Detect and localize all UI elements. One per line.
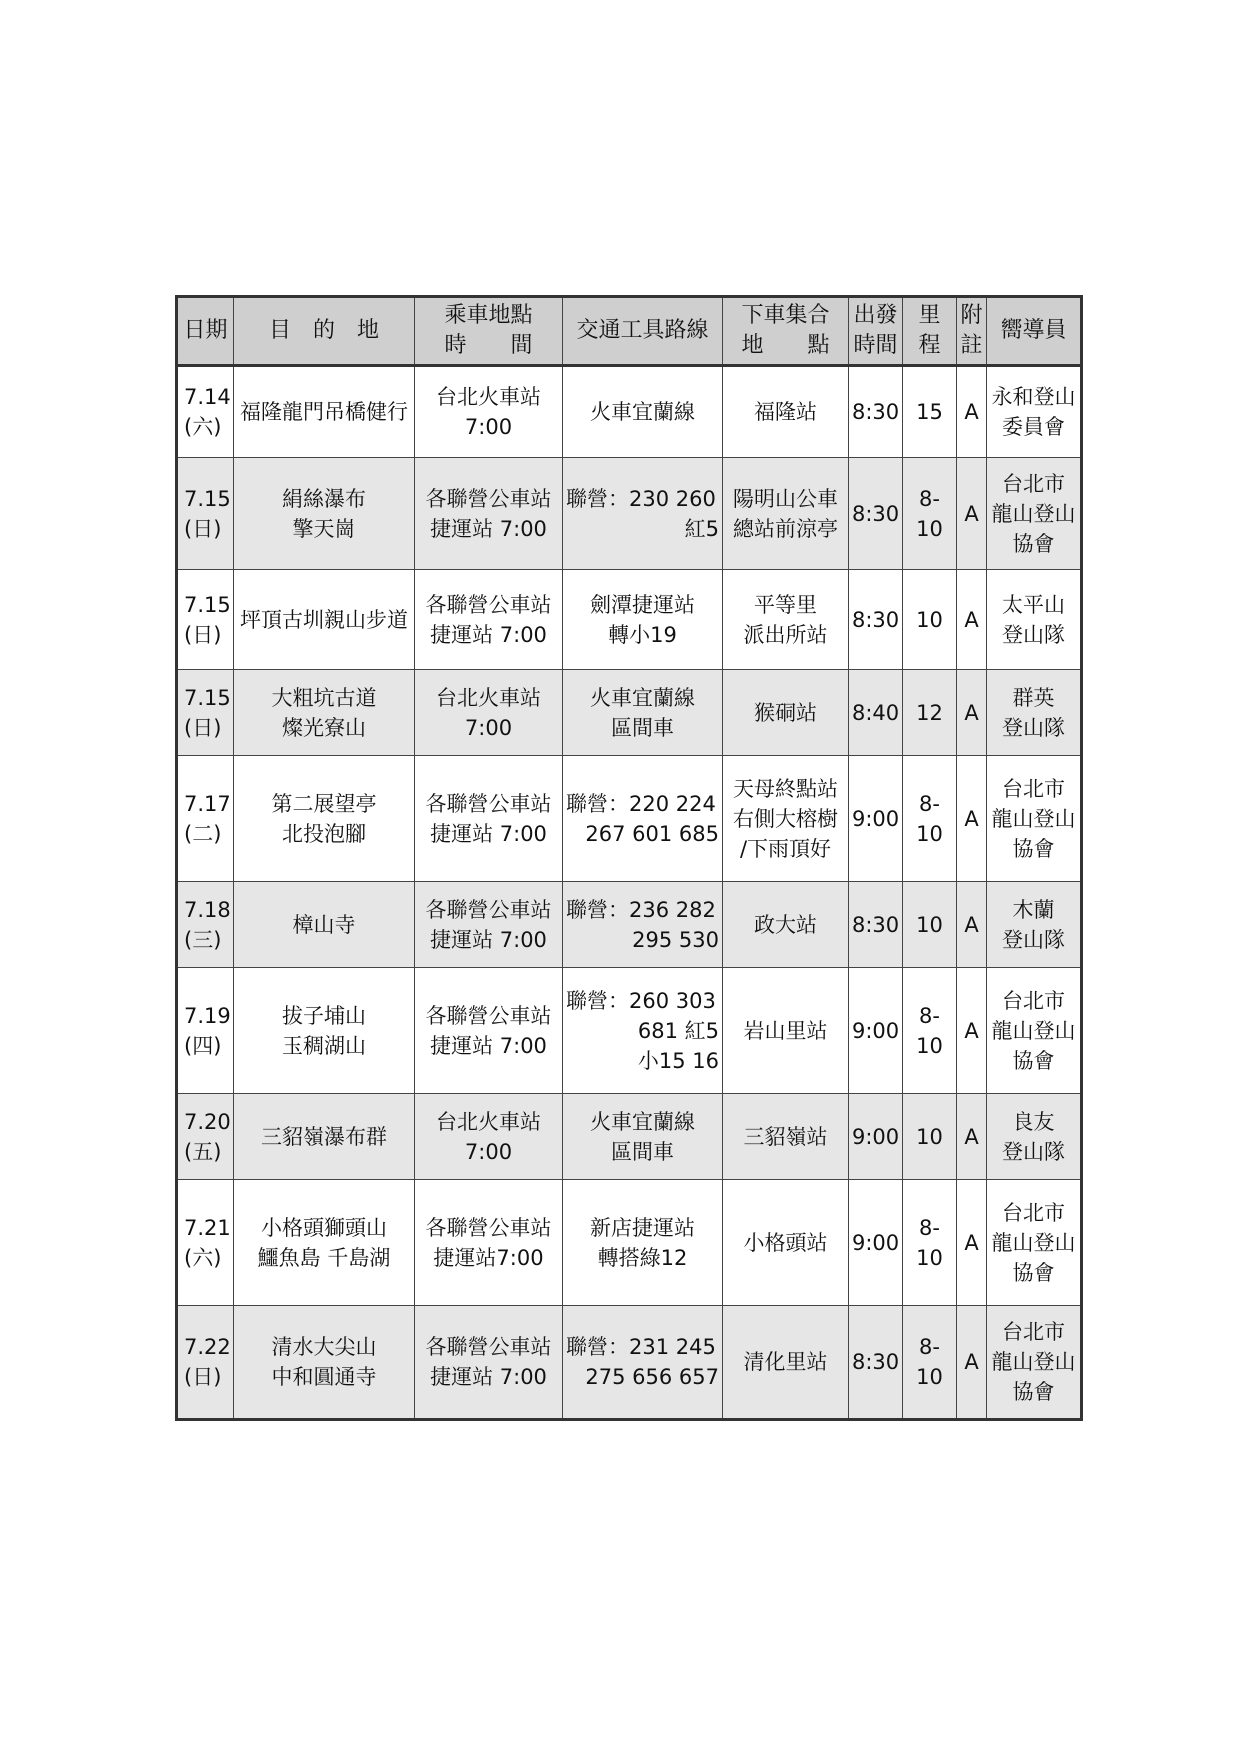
cell-text: 火車宜蘭線 (590, 1109, 695, 1134)
cell-dropoff-point (723, 458, 849, 570)
cell-text: (五) (184, 1139, 222, 1164)
cell-departure-time: 8:30 (849, 366, 903, 458)
cell-note: A (957, 968, 987, 1094)
cell-guide (987, 882, 1082, 968)
cell-guide (987, 1094, 1082, 1180)
cell-text: 區間車 (611, 1139, 674, 1164)
header-text: 下車集合 (741, 303, 830, 328)
cell-text: 台北火車站 (436, 1109, 541, 1134)
cell-text: 三貂嶺站 (743, 1124, 828, 1149)
cell-text: 派出所站 (743, 622, 828, 647)
header-dropoff-point (723, 297, 849, 366)
table-row (177, 1306, 1082, 1420)
cell-text: (六) (184, 415, 222, 439)
cell-text: 劍潭捷運站 (590, 592, 695, 617)
header-text: 里 (918, 303, 941, 328)
cell-transport-route (563, 570, 723, 670)
cell-text: 聯營：236 282 (566, 897, 716, 922)
cell-guide (987, 1306, 1082, 1420)
cell-destination (234, 458, 415, 570)
cell-text: 台北市 (1002, 776, 1065, 801)
cell-text: 聯營：220 224 (566, 791, 716, 816)
cell-text: 小格頭獅頭山 (261, 1215, 387, 1240)
header-text: 地 點 (741, 333, 830, 358)
cell-transport-route (563, 1180, 723, 1306)
cell-text: 坪頂古圳親山步道 (240, 607, 408, 632)
cell-text: 267 601 685 (585, 821, 719, 846)
cell-text: 轉搭綠12 (597, 1245, 688, 1270)
cell-text: 7.15 (184, 486, 231, 511)
header-text: 嚮導員 (1000, 318, 1067, 343)
cell-pickup-time (415, 366, 563, 458)
cell-distance: 8-10 (903, 1180, 957, 1306)
header-date (177, 297, 234, 366)
cell-text: 捷運站 7:00 (430, 821, 547, 846)
cell-date (177, 968, 234, 1094)
cell-text: 區間車 (611, 715, 674, 740)
table-row (177, 1180, 1082, 1306)
cell-note: A (957, 366, 987, 458)
cell-guide (987, 1180, 1082, 1306)
cell-text: 燦光寮山 (282, 715, 366, 740)
cell-text: 台北市 (1002, 1320, 1065, 1344)
cell-text: 鱷魚島 千島湖 (257, 1245, 391, 1270)
cell-transport-route (563, 882, 723, 968)
cell-text: 681 紅5 (637, 1018, 719, 1043)
cell-departure-time: 9:00 (849, 1180, 903, 1306)
cell-distance: 15 (903, 366, 957, 458)
cell-text: 中和圓通寺 (271, 1365, 377, 1389)
cell-text: 台北市 (1002, 1200, 1065, 1225)
header-text: 時間 (853, 333, 898, 358)
cell-text: 福隆龍門吊橋健行 (240, 400, 408, 424)
cell-distance: 8-10 (903, 1306, 957, 1420)
header-destination (234, 297, 415, 366)
cell-departure-time: 8:30 (849, 458, 903, 570)
cell-text: 平等里 (754, 592, 817, 617)
cell-text: 7.20 (184, 1109, 231, 1134)
cell-text: (三) (184, 927, 222, 952)
cell-text: (六) (184, 1245, 222, 1270)
cell-guide (987, 366, 1082, 458)
cell-note: A (957, 756, 987, 882)
cell-text: 清水大尖山 (271, 1335, 377, 1359)
header-text: 出發 (853, 303, 898, 328)
cell-text: 7.14 (184, 385, 231, 409)
cell-text: 紅5 (684, 516, 719, 541)
cell-text: 三貂嶺瀑布群 (261, 1124, 387, 1149)
cell-text: 小15 16 (637, 1048, 719, 1073)
cell-destination (234, 968, 415, 1094)
cell-text: 轉小19 (608, 622, 677, 647)
cell-text: (日) (184, 516, 222, 541)
cell-dropoff-point (723, 1180, 849, 1306)
cell-text: 龍山登山 (991, 1230, 1076, 1255)
cell-destination (234, 366, 415, 458)
cell-text: 第二展望亭 (271, 791, 377, 816)
cell-note: A (957, 570, 987, 670)
cell-text: /下雨頂好 (739, 836, 832, 861)
cell-text: 聯營：231 245 (566, 1335, 716, 1359)
cell-pickup-time (415, 458, 563, 570)
cell-date (177, 366, 234, 458)
cell-text: 7:00 (464, 415, 513, 439)
cell-text: 7:00 (464, 1139, 513, 1164)
cell-text: 協會 (1012, 1380, 1055, 1404)
cell-pickup-time (415, 670, 563, 756)
cell-text: 7.15 (184, 592, 231, 617)
cell-text: 聯營：260 303 (566, 988, 716, 1013)
cell-text: 龍山登山 (991, 501, 1076, 526)
header-text: 附 (960, 303, 983, 328)
cell-text: 7.19 (184, 1003, 231, 1028)
cell-distance: 10 (903, 882, 957, 968)
cell-text: 拔子埔山 (282, 1003, 366, 1028)
cell-transport-route (563, 458, 723, 570)
cell-dropoff-point (723, 1306, 849, 1420)
cell-text: 小格頭站 (743, 1230, 828, 1255)
cell-guide (987, 570, 1082, 670)
cell-text: 大粗坑古道 (271, 685, 377, 710)
cell-text: 捷運站 7:00 (430, 516, 547, 541)
cell-text: 7:00 (464, 715, 513, 740)
header-text: 註 (960, 333, 983, 358)
cell-guide (987, 458, 1082, 570)
cell-text: 龍山登山 (991, 806, 1076, 831)
cell-dropoff-point (723, 366, 849, 458)
cell-transport-route (563, 756, 723, 882)
cell-note: A (957, 882, 987, 968)
cell-text: 登山隊 (1002, 927, 1065, 952)
header-text: 時 間 (444, 333, 533, 358)
cell-pickup-time (415, 968, 563, 1094)
table-row (177, 1094, 1082, 1180)
cell-guide (987, 968, 1082, 1094)
cell-transport-route (563, 366, 723, 458)
cell-text: 岩山里站 (743, 1018, 828, 1043)
cell-text: 協會 (1012, 531, 1055, 556)
cell-transport-route (563, 968, 723, 1094)
table-row (177, 458, 1082, 570)
cell-date (177, 1180, 234, 1306)
cell-departure-time: 8:30 (849, 1306, 903, 1420)
cell-text: 陽明山公車 (733, 486, 838, 511)
cell-departure-time: 9:00 (849, 756, 903, 882)
cell-dropoff-point (723, 570, 849, 670)
cell-text: 龍山登山 (991, 1018, 1076, 1043)
cell-text: 各聯營公車站 (425, 592, 552, 617)
cell-text: 火車宜蘭線 (590, 685, 695, 710)
cell-text: 協會 (1012, 1260, 1055, 1285)
table-row (177, 882, 1082, 968)
header-departure-time (849, 297, 903, 366)
cell-text: 清化里站 (743, 1350, 828, 1374)
header-text: 程 (918, 333, 941, 358)
header-distance (903, 297, 957, 366)
cell-guide (987, 670, 1082, 756)
cell-departure-time: 9:00 (849, 1094, 903, 1180)
cell-text: 7.15 (184, 685, 231, 710)
header-row (177, 297, 1082, 366)
cell-date (177, 1094, 234, 1180)
cell-text: (日) (184, 1365, 222, 1389)
cell-dropoff-point (723, 670, 849, 756)
cell-text: 各聯營公車站 (425, 791, 552, 816)
cell-text: 登山隊 (1002, 622, 1065, 647)
cell-text: 總站前涼亭 (733, 516, 838, 541)
cell-text: 台北火車站 (436, 385, 541, 409)
cell-text: 良友 (1012, 1109, 1055, 1134)
cell-date (177, 756, 234, 882)
cell-text: 台北市 (1002, 988, 1065, 1013)
cell-text: 聯營：230 260 (566, 486, 716, 511)
cell-departure-time: 8:40 (849, 670, 903, 756)
cell-date (177, 570, 234, 670)
table-row (177, 366, 1082, 458)
cell-dropoff-point (723, 756, 849, 882)
cell-text: 擎天崗 (292, 516, 356, 541)
cell-dropoff-point (723, 882, 849, 968)
cell-text: 協會 (1012, 1048, 1055, 1073)
cell-pickup-time (415, 1306, 563, 1420)
cell-distance: 10 (903, 570, 957, 670)
cell-destination (234, 756, 415, 882)
cell-destination (234, 1306, 415, 1420)
cell-distance: 8-10 (903, 756, 957, 882)
cell-text: 295 530 (632, 927, 719, 952)
cell-text: 樟山寺 (292, 912, 356, 937)
header-text: 乘車地點 (444, 303, 533, 328)
table-row (177, 968, 1082, 1094)
header-transport-route (563, 297, 723, 366)
cell-date (177, 1306, 234, 1420)
header-guide (987, 297, 1082, 366)
table-body (177, 366, 1082, 1420)
hiking-schedule-table (175, 295, 1083, 1421)
cell-departure-time: 8:30 (849, 570, 903, 670)
header-text: 日期 (183, 318, 228, 343)
cell-destination (234, 570, 415, 670)
cell-text: 各聯營公車站 (425, 1335, 552, 1359)
cell-text: 火車宜蘭線 (590, 400, 695, 424)
cell-guide (987, 756, 1082, 882)
cell-date (177, 458, 234, 570)
cell-text: 各聯營公車站 (425, 1003, 552, 1028)
cell-pickup-time (415, 756, 563, 882)
header-text: 目 的 地 (268, 318, 379, 343)
cell-departure-time: 9:00 (849, 968, 903, 1094)
header-pickup-time (415, 297, 563, 366)
cell-text: 絹絲瀑布 (282, 486, 366, 511)
cell-text: 275 656 657 (585, 1365, 719, 1389)
cell-text: 捷運站 7:00 (430, 622, 547, 647)
cell-text: (二) (184, 821, 222, 846)
cell-text: 7.17 (184, 791, 231, 816)
cell-text: 各聯營公車站 (425, 1215, 552, 1240)
cell-text: 太平山 (1002, 592, 1065, 617)
cell-pickup-time (415, 570, 563, 670)
cell-text: 群英 (1012, 685, 1055, 710)
cell-text: 捷運站 7:00 (430, 1033, 547, 1058)
cell-text: 協會 (1012, 836, 1055, 861)
cell-note: A (957, 1180, 987, 1306)
cell-text: 右側大榕樹 (733, 806, 838, 831)
cell-text: (四) (184, 1033, 222, 1058)
cell-transport-route (563, 670, 723, 756)
cell-text: 福隆站 (754, 400, 817, 424)
cell-text: 捷運站7:00 (433, 1245, 544, 1270)
header-text: 交通工具路線 (576, 318, 709, 343)
cell-distance: 12 (903, 670, 957, 756)
cell-destination (234, 1180, 415, 1306)
cell-note: A (957, 458, 987, 570)
cell-text: 各聯營公車站 (425, 897, 552, 922)
cell-note: A (957, 1306, 987, 1420)
cell-text: 捷運站 7:00 (430, 1365, 547, 1389)
cell-distance: 8-10 (903, 458, 957, 570)
cell-departure-time: 8:30 (849, 882, 903, 968)
cell-text: 新店捷運站 (590, 1215, 695, 1240)
cell-note: A (957, 670, 987, 756)
cell-pickup-time (415, 1180, 563, 1306)
cell-text: 政大站 (754, 912, 817, 937)
cell-dropoff-point (723, 968, 849, 1094)
cell-text: 委員會 (1002, 415, 1065, 439)
cell-distance: 10 (903, 1094, 957, 1180)
cell-pickup-time (415, 882, 563, 968)
cell-distance: 8-10 (903, 968, 957, 1094)
cell-text: 各聯營公車站 (425, 486, 552, 511)
cell-text: 北投泡腳 (282, 821, 366, 846)
cell-destination (234, 670, 415, 756)
cell-text: 台北市 (1002, 471, 1065, 496)
cell-text: 龍山登山 (991, 1350, 1076, 1374)
cell-destination (234, 882, 415, 968)
table-row (177, 570, 1082, 670)
cell-text: 登山隊 (1002, 1139, 1065, 1164)
cell-date (177, 670, 234, 756)
cell-text: 台北火車站 (436, 685, 541, 710)
cell-date (177, 882, 234, 968)
cell-text: 天母終點站 (733, 776, 838, 801)
cell-destination (234, 1094, 415, 1180)
cell-note: A (957, 1094, 987, 1180)
table-row (177, 756, 1082, 882)
cell-text: 猴硐站 (754, 700, 817, 725)
cell-text: 捷運站 7:00 (430, 927, 547, 952)
cell-transport-route (563, 1094, 723, 1180)
cell-transport-route (563, 1306, 723, 1420)
cell-text: 登山隊 (1002, 715, 1065, 740)
cell-text: 永和登山 (991, 385, 1076, 409)
cell-pickup-time (415, 1094, 563, 1180)
cell-text: 玉稠湖山 (282, 1033, 366, 1058)
cell-dropoff-point (723, 1094, 849, 1180)
table-row (177, 670, 1082, 756)
cell-text: (日) (184, 622, 222, 647)
header-note (957, 297, 987, 366)
cell-text: 木蘭 (1012, 897, 1055, 922)
cell-text: 7.18 (184, 897, 231, 922)
cell-text: 7.22 (184, 1335, 231, 1359)
cell-text: (日) (184, 715, 222, 740)
cell-text: 7.21 (184, 1215, 231, 1240)
